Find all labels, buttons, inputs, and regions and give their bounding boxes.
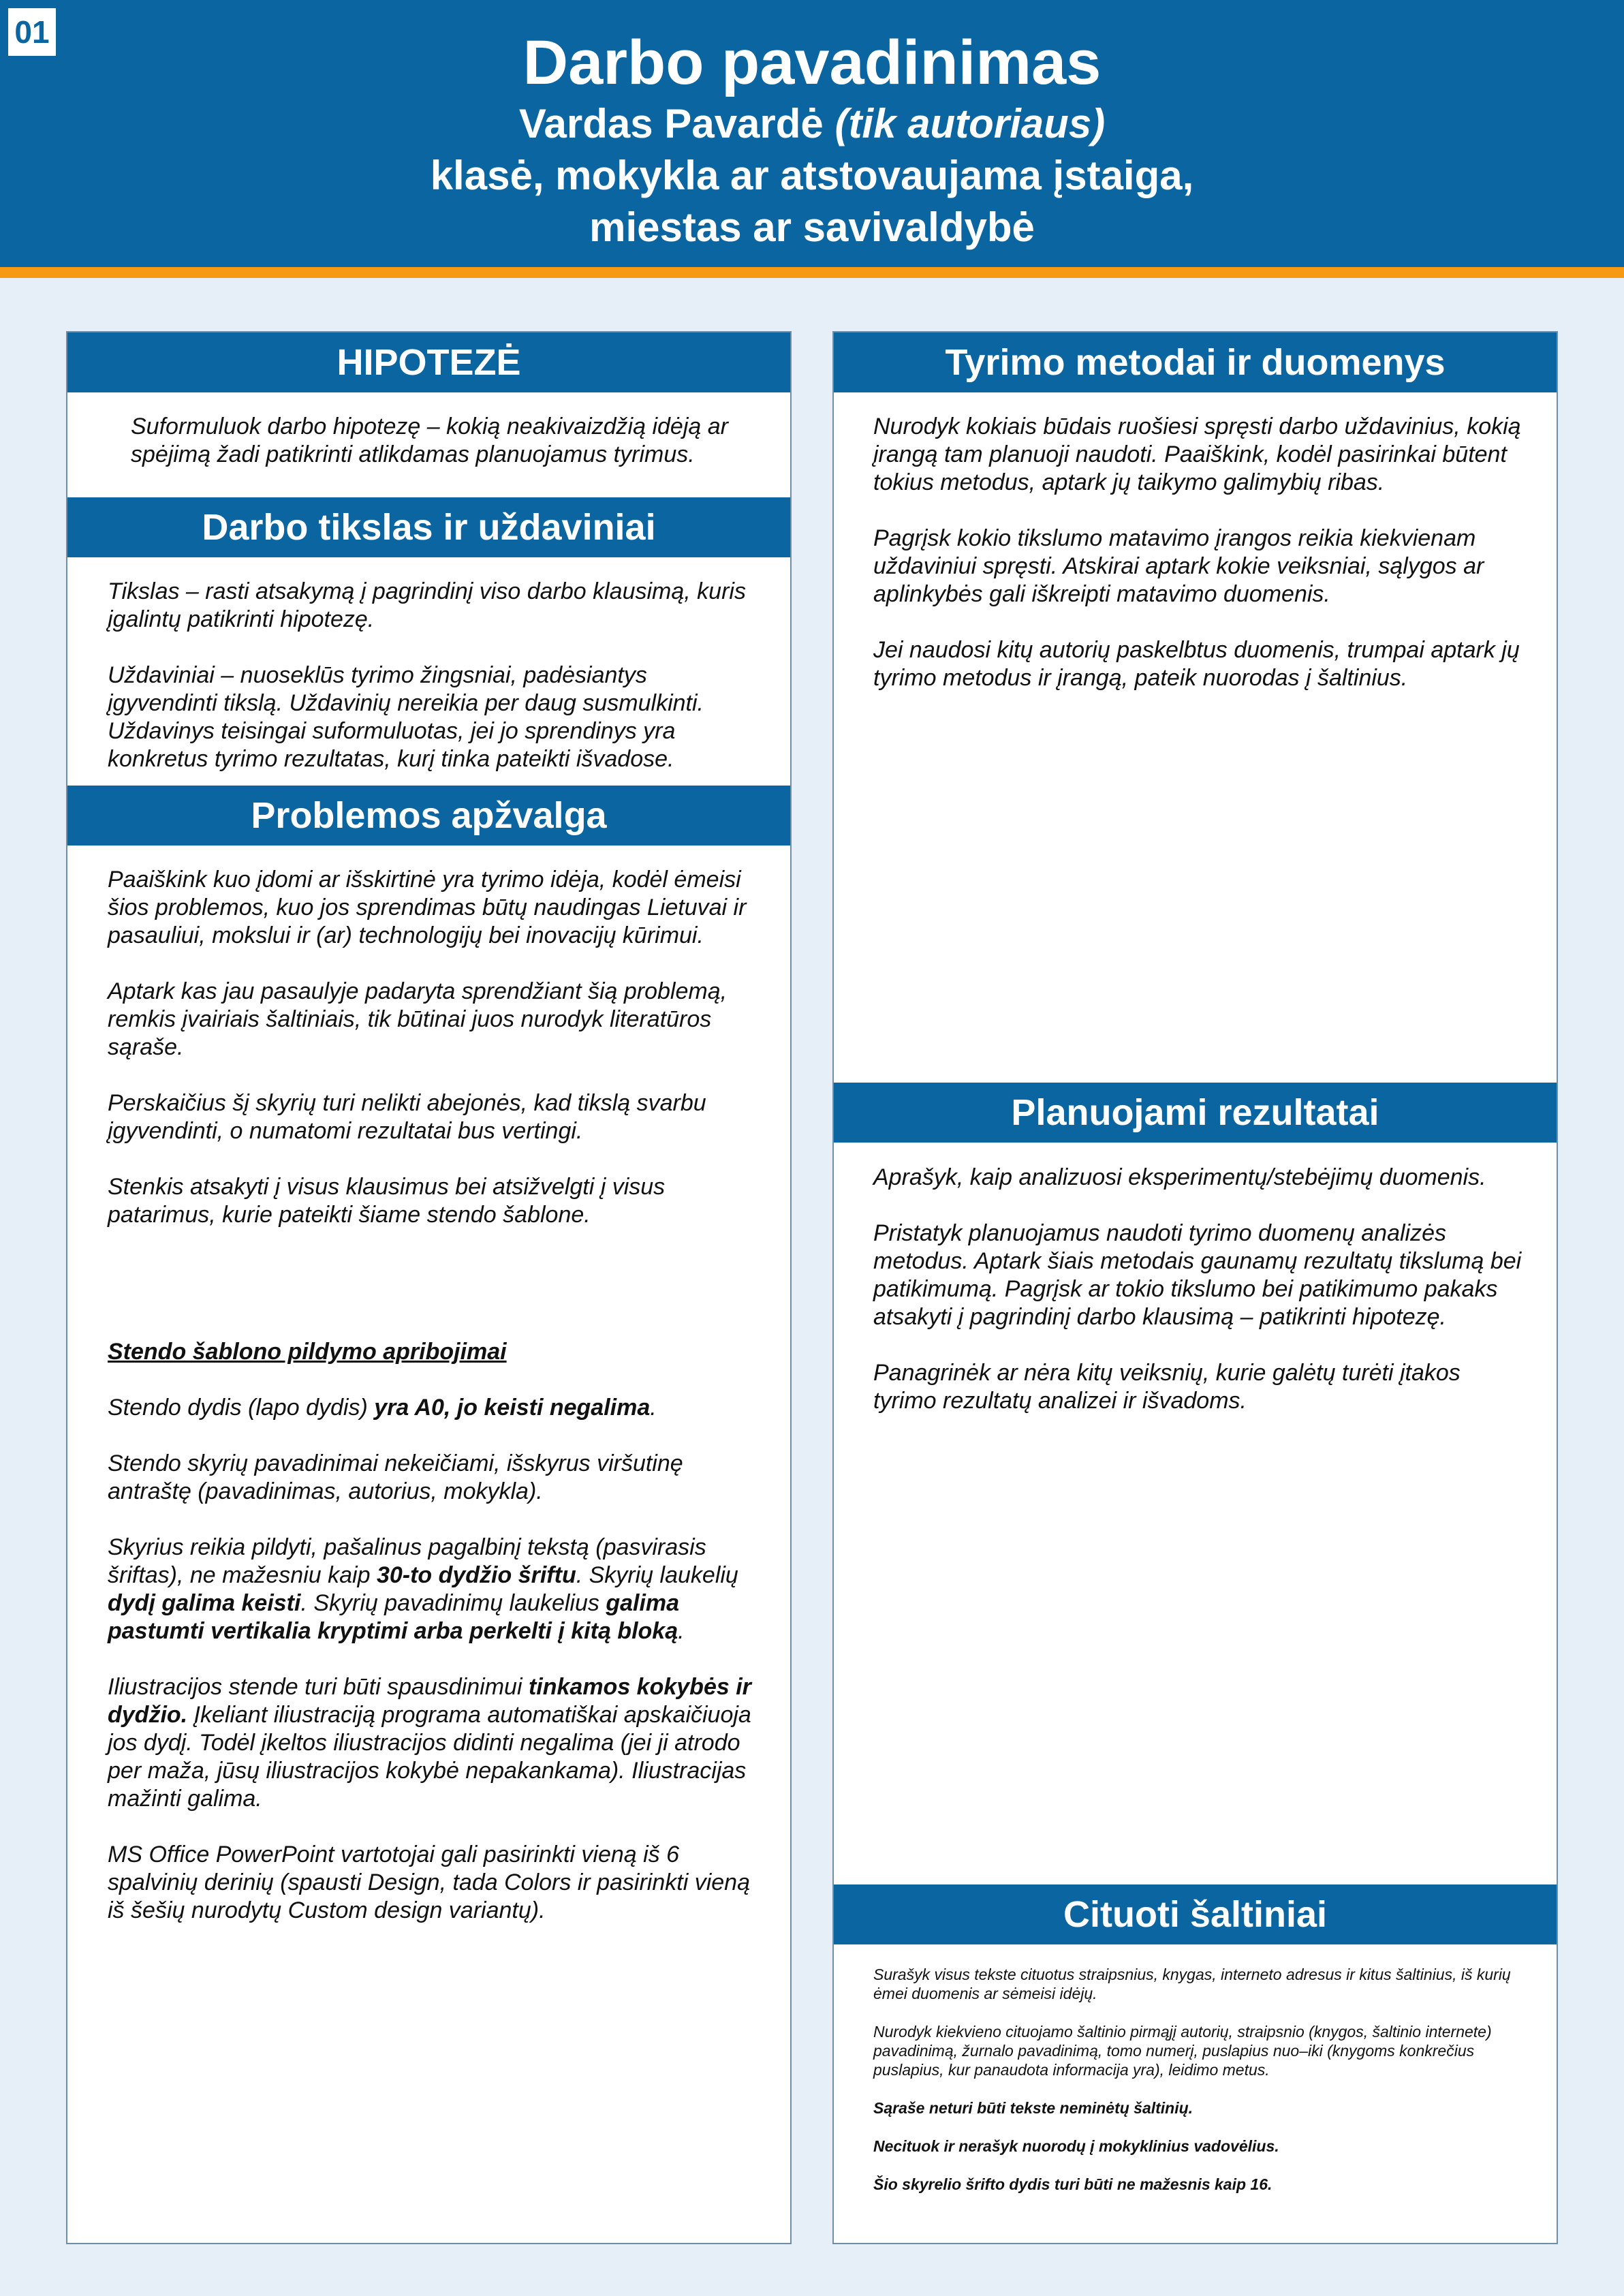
hypothesis-heading: HIPOTEZĖ: [67, 332, 790, 392]
results-heading: Planuojami rezultatai: [834, 1083, 1557, 1143]
sources-paragraph-2: Nurodyk kiekvieno cituojamo šaltinio pirmąjį autorių, straipsnio (knygos, šaltinio internete) pavadinimą, žurnalo pavadinimą, tomo numerį, puslapius nuo–iki (knygoms konkrečius puslapius, kur panaudota informacija yra), leidimo metus.: [873, 2023, 1492, 2079]
methods-paragraph-3: Jei naudosi kitų autorių paskelbtus duomenis, trumpai aptark jų tyrimo metodus ir įrangą, pateik nuorodas į šaltinius.: [873, 637, 1520, 691]
city-line: miestas ar savivaldybė: [589, 204, 1035, 250]
hypothesis-text: [131, 413, 744, 469]
results-paragraph-1: Aprašyk, kaip analizuosi eksperimentų/stebėjimų duomenis.: [873, 1164, 1486, 1190]
limits-title: Stendo šablono pildymo apribojimai: [108, 1339, 507, 1365]
review-heading: Problemos apžvalga: [67, 786, 790, 846]
poster-header: [0, 0, 1624, 278]
school-line: klasė, mokykla ar atstovaujama įstaiga,: [430, 153, 1194, 198]
author-name: Vardas Pavardė: [518, 101, 835, 146]
goal-paragraph-1: Tikslas – rasti atsakymą į pagrindinį viso darbo klausimą, kuris įgalintų patikrinti hipotezę.: [108, 578, 746, 632]
limits-item-1: Stendo dydis (lapo dydis) yra A0, jo keisti negalima.: [108, 1395, 657, 1421]
sources-paragraph-4: Necituok ir nerašyk nuorodų į mokyklinius vadovėlius.: [873, 2137, 1279, 2155]
results-paragraph-3: Panagrinėk ar nėra kitų veiksnių, kurie galėtų turėti įtakos tyrimo rezultatų analizei ir išvadoms.: [873, 1360, 1461, 1414]
limits-item-5: MS Office PowerPoint vartotojai gali pasirinkti vieną iš 6 spalvinių derinių (spausti Design, tada Colors ir pasirinkti vieną iš šešių nurodytų Custom design variantų).: [108, 1842, 751, 1923]
poster-title: Darbo pavadinimas: [522, 28, 1102, 97]
review-paragraph-4: Stenkis atsakyti į visus klausimus bei atsižvelgti į visus patarimus, kurie pateikti šiame stendo šablone.: [108, 1174, 666, 1228]
review-paragraph-3: Perskaičius šį skyrių turi nelikti abejonės, kad tikslą svarbu įgyvendinti, o numatomi rezultatai bus vertingi.: [108, 1090, 706, 1144]
methods-paragraph-1: Nurodyk kokiais būdais ruošiesi spręsti darbo uždavinius, kokią įrangą tam planuoji naudoti. Paaiškink, kodėl pasirinkai būtent tokius metodus, aptark jų taikymo galimybių ribas.: [873, 414, 1521, 495]
left-column: [66, 331, 792, 2244]
results-paragraph-2: Pristatyk planuojamus naudoti tyrimo duomenų analizės metodus. Aptark šiais metodais gaunamų rezultatų tikslumą bei patikimumą. Pagrįsk ar tokio tikslumo bei patikimumo pakaks atsakyti į pagrindinį darbo klausimą – patikrinti hipotezę.: [873, 1220, 1522, 1330]
limits-item-3: Skyrius reikia pildyti, pašalinus pagalbinį tekstą (pasvirasis šriftas), ne mažesniu kaip 30-to dydžio šriftu. Skyrių laukelių dydį galima keisti. Skyrių pavadinimų laukelius galima pastumti vertikalia kryptimi arba perkelti į kitą bloką.: [108, 1534, 738, 1644]
sources-paragraph-1: Surašyk visus tekste cituotus straipsnius, knygas, interneto adresus ir kitus šaltinius, iš kurių ėmei duomenis ar sėmeisi idėjų.: [873, 1966, 1511, 2002]
limits-item-4: Iliustracijos stende turi būti spausdinimui tinkamos kokybės ir dydžio. Įkeliant iliustraciją programa automatiškai apskaičiuoja jos dydį. Todėl įkeltos iliustracijos didinti negalima (jei ji atrodo per maža, jūsų iliustracijos kokybė nepakankama). Iliustracijas mažinti galima.: [108, 1674, 751, 1812]
sources-paragraph-5: Šio skyrelio šrifto dydis turi būti ne mažesnis kaip 16.: [873, 2175, 1272, 2193]
review-text: [108, 866, 762, 1229]
goal-text: [108, 578, 762, 773]
sources-heading: Cituoti šaltiniai: [834, 1884, 1557, 1944]
limits-text: [108, 1338, 762, 1925]
sources-paragraph-3: Sąraše neturi būti tekste neminėtų šaltinių.: [873, 2099, 1193, 2117]
limits-item-2: Stendo skyrių pavadinimai nekeičiami, išskyrus viršutinę antraštę (pavadinimas, autorius, mokykla).: [108, 1450, 683, 1504]
poster-number-badge: 01: [8, 8, 56, 56]
hypothesis-paragraph: Suformuluok darbo hipotezę – kokią neakivaizdžią idėją ar spėjimą žadi patikrinti atlikdamas planuojamus tyrimus.: [131, 414, 728, 467]
review-paragraph-2: Aptark kas jau pasaulyje padaryta sprendžiant šią problemą, remkis įvairiais šaltiniais, tik būtinai juos nurodyk literatūros sąraše.: [108, 978, 728, 1060]
goal-paragraph-2: Uždaviniai – nuoseklūs tyrimo žingsniai, padėsiantys įgyvendinti tikslą. Uždavinių nereikia per daug susmulkinti. Uždavinys teisingai suformuluotas, jei jo sprendinys yra konkretus tyrimo rezultatas, kurį tinka pateikti išvadose.: [108, 662, 704, 772]
author-note: (tik autoriaus): [834, 101, 1106, 146]
right-column: [832, 331, 1558, 2244]
methods-text: [873, 413, 1527, 692]
methods-heading: Tyrimo metodai ir duomenys: [834, 332, 1557, 392]
sources-text: [873, 1965, 1514, 2194]
review-paragraph-1: Paaiškink kuo įdomi ar išskirtinė yra tyrimo idėja, kodėl ėmeisi šios problemos, kuo jos sprendimas būtų naudingas Lietuvai ir pasauliui, mokslui ir (ar) technologijų bei inovacijų kūrimui.: [108, 867, 747, 948]
methods-paragraph-2: Pagrįsk kokio tikslumo matavimo įrangos reikia kiekvienam uždaviniui spręsti. Atskirai aptark kokie veiksniai, sąlygos ar aplinkybės gali iškreipti matavimo duomenis.: [873, 525, 1484, 607]
goal-heading: Darbo tikslas ir uždaviniai: [67, 497, 790, 557]
results-text: [873, 1164, 1527, 1415]
author-line: [0, 98, 1624, 150]
